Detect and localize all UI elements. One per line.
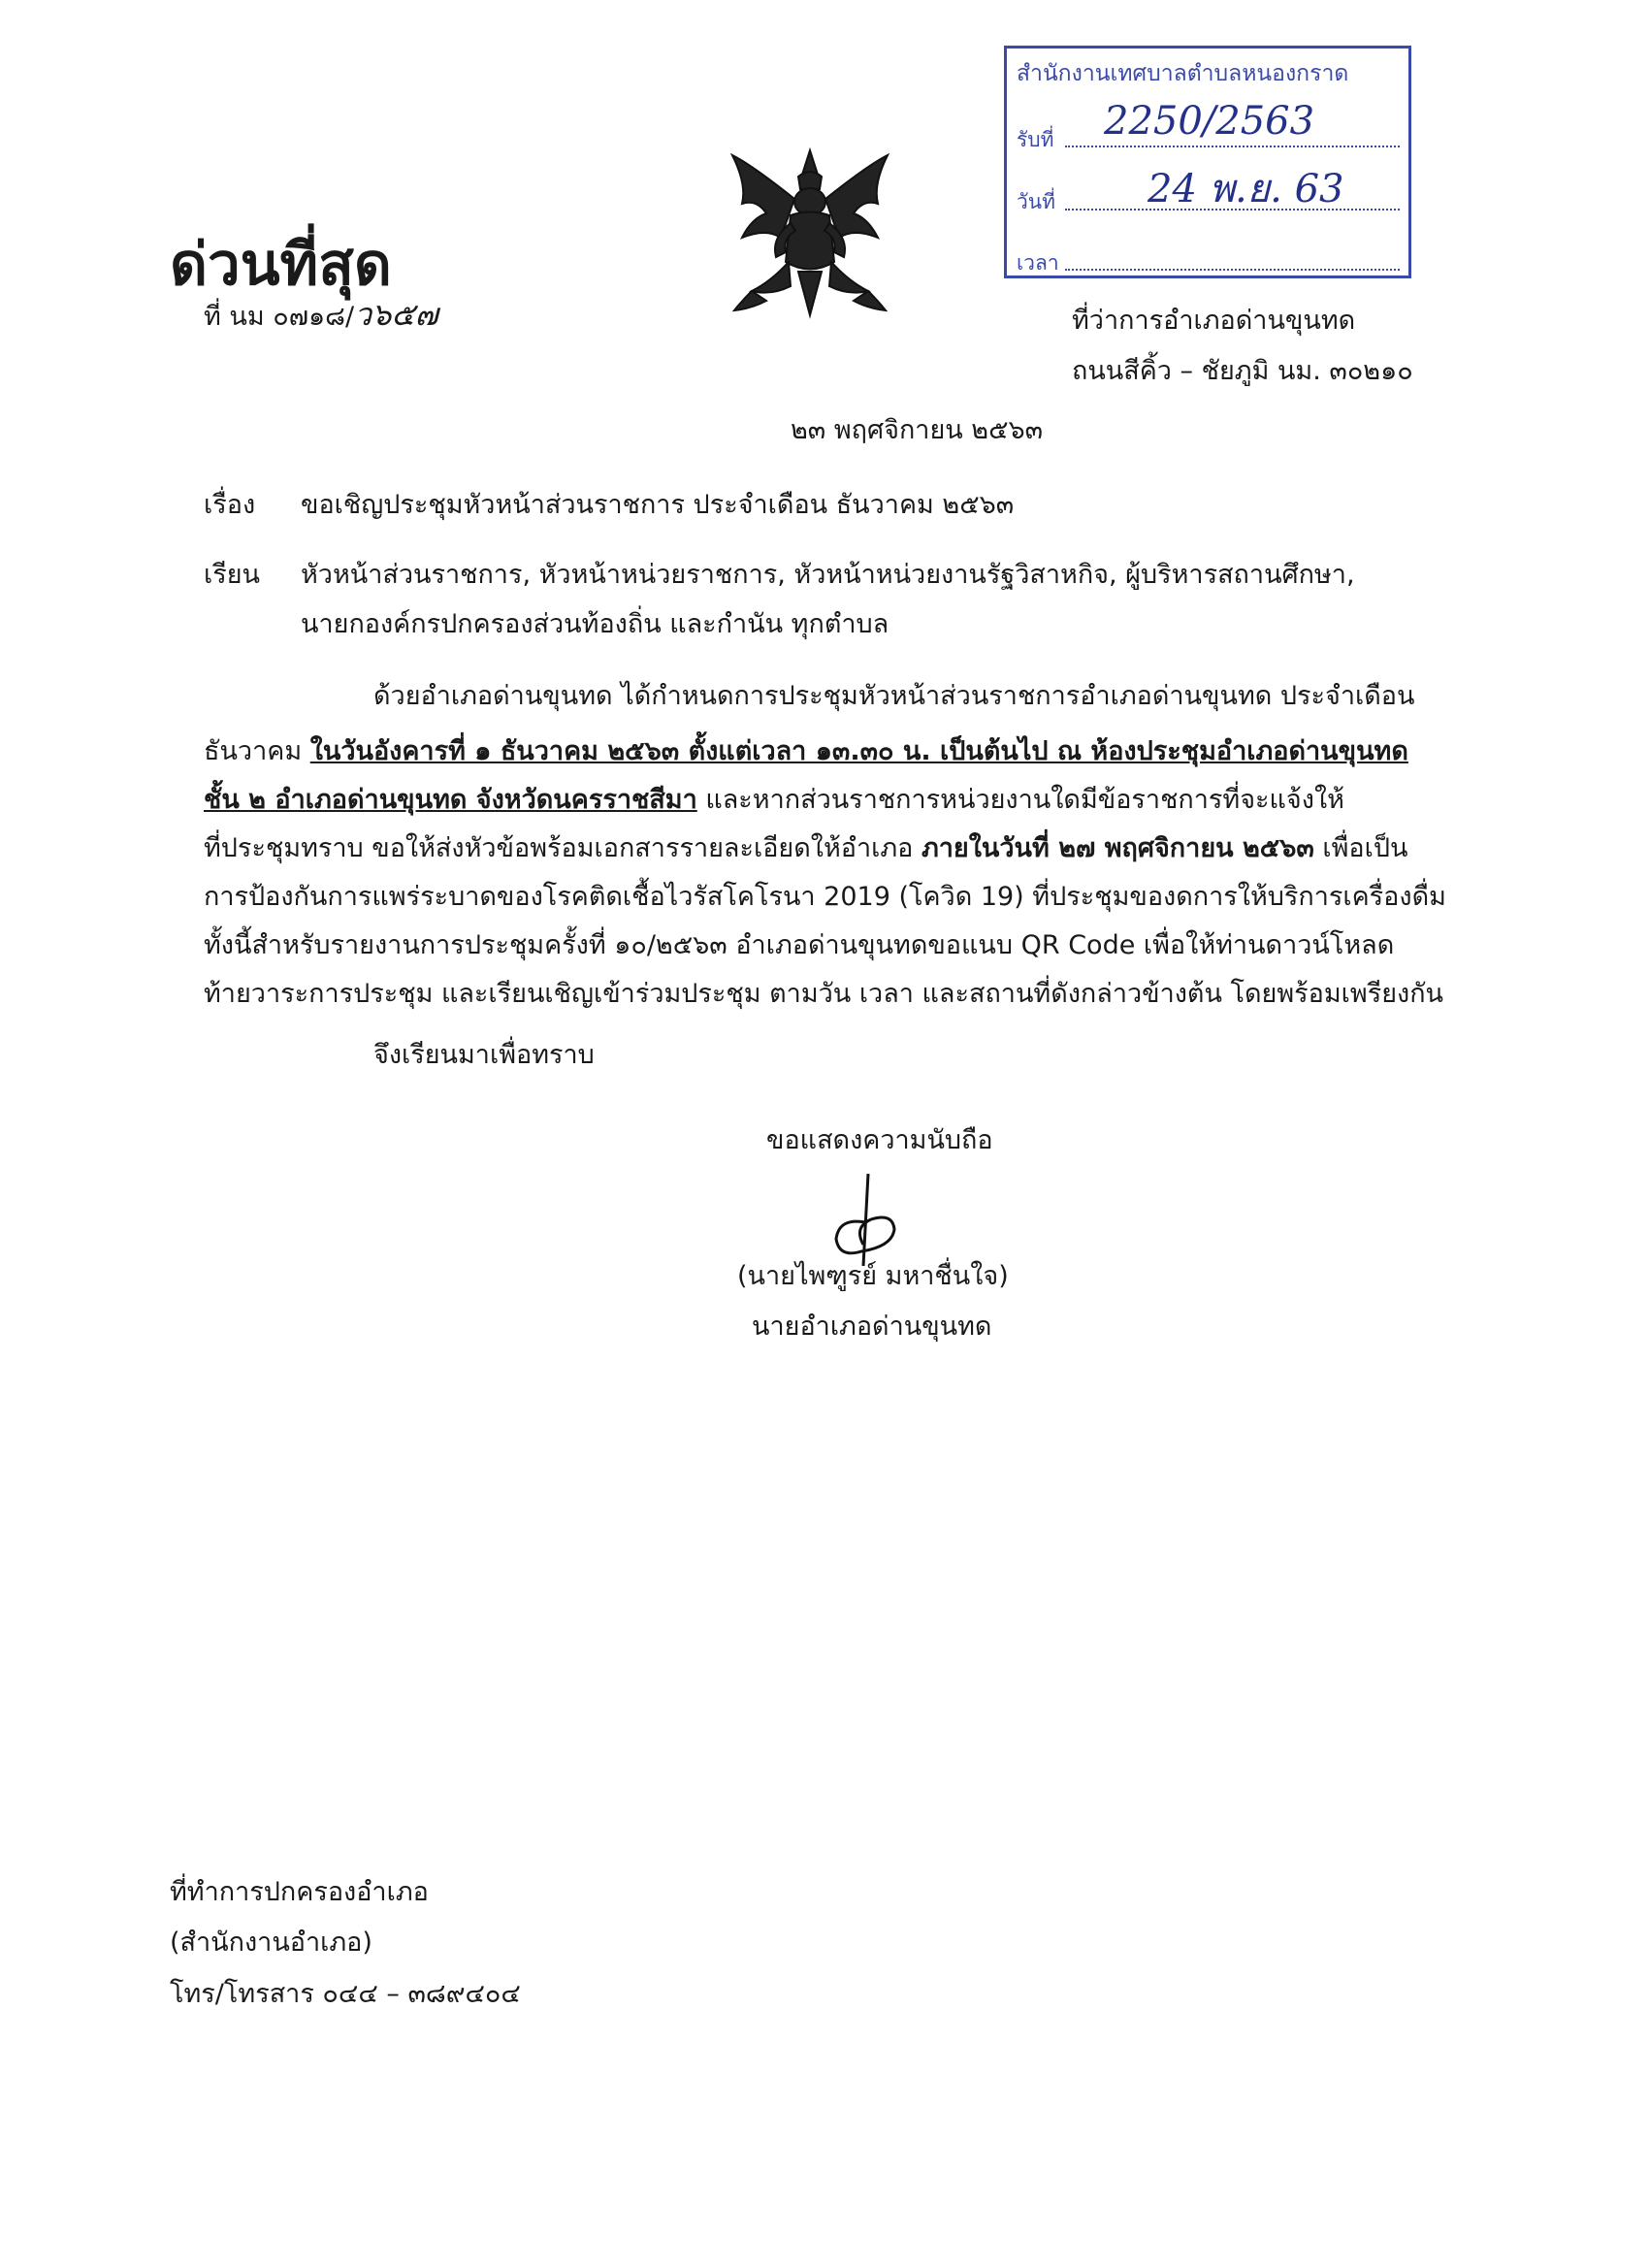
body-line-6: ทั้งนี้สำหรับรายงานการประชุมครั้งที่ ๑๐/๒๕๖๓ อำเภอด่านขุนทดขอแนบ QR Code เพื่อให้ท่านดาวน์โหลด [204, 930, 1395, 960]
stamp-dotted-line [1065, 269, 1400, 271]
urgency-label: ด่วนที่สุด [170, 231, 392, 299]
closing-salutation: ขอแสดงความนับถือ [766, 1125, 993, 1155]
recipient-label: เรียน [204, 560, 261, 590]
signatory-name: (นายไพฑูรย์ มหาชื่นใจ) [737, 1261, 1009, 1291]
document-date: ๒๓ พฤศจิกายน ๒๕๖๓ [791, 415, 1044, 445]
recipient-line-1: หัวหน้าส่วนราชการ, หัวหน้าหน่วยราชการ, หัวหน้าหน่วยงานรัฐวิสาหกิจ, ผู้บริหารสถานศึกษา, [301, 560, 1355, 590]
body-text: และหากส่วนราชการหน่วยงานใดมีข้อราชการที่จะแจ้งให้ [696, 785, 1344, 815]
body-line-1: ด้วยอำเภอด่านขุนทด ได้กำหนดการประชุมหัวหน้าส่วนราชการอำเภอด่านขุนทด ประจำเดือน [373, 681, 1415, 711]
stamp-time-label: เวลา [1017, 251, 1059, 275]
footer-line-1: ที่ทำการปกครองอำเภอ [170, 1877, 429, 1907]
office-line-2: ถนนสีคิ้ว – ชัยภูมิ นม. ๓๐๒๑๐ [1072, 356, 1413, 386]
body-text: เพื่อเป็น [1313, 833, 1408, 863]
submission-deadline: ภายในวันที่ ๒๗ พฤศจิกายน ๒๕๖๓ [921, 833, 1314, 863]
stamp-receive-value: 2250/2563 [1104, 99, 1315, 144]
stamp-organization: สำนักงานเทศบาลตำบลหนองกราด [1017, 61, 1349, 86]
footer-line-2: (สำนักงานอำเภอ) [170, 1928, 372, 1958]
body-text: ที่ประชุมทราบ ขอให้ส่งหัวข้อพร้อมเอกสารรายละเอียดให้อำเภอ [204, 833, 922, 863]
subject-label: เรื่อง [204, 490, 256, 520]
reference-handwritten: ว๖๕๗ [354, 296, 438, 333]
footer-line-3: โทร/โทรสาร ๐๔๔ – ๓๘๙๔๐๔ [170, 1979, 521, 2009]
closing-request: จึงเรียนมาเพื่อทราบ [373, 1040, 595, 1070]
body-line-5: การป้องกันการแพร่ระบาดของโรคติดเชื้อไวรัสโคโรนา 2019 (โควิด 19) ที่ประชุมของดการให้บริการเครื่องดื่ม [204, 882, 1446, 912]
stamp-date-value: 24 พ.ย. 63 [1148, 167, 1344, 211]
signatory-position: นายอำเภอด่านขุนทด [752, 1312, 992, 1342]
office-line-1: ที่ว่าการอำเภอด่านขุนทด [1072, 306, 1356, 336]
body-line-7: ท้ายวาระการประชุม และเรียนเชิญเข้าร่วมประชุม ตามวัน เวลา และสถานที่ดังกล่าวข้างต้น โดยพร้อมเพรียงกัน [204, 979, 1444, 1009]
recipient-line-2: นายกองค์กรปกครองส่วนท้องถิ่น และกำนัน ทุกตำบล [301, 609, 889, 639]
body-line-4 [204, 826, 1455, 868]
received-stamp [1004, 46, 1411, 278]
signature-icon [824, 1169, 912, 1276]
garuda-emblem-icon [713, 146, 907, 330]
stamp-dotted-line [1065, 146, 1400, 147]
stamp-date-label: วันที่ [1017, 190, 1055, 213]
meeting-location: ชั้น ๒ อำเภอด่านขุนทด จังหวัดนครราชสีมา [204, 785, 697, 815]
meeting-datetime-place: ในวันอังคารที่ ๑ ธันวาคม ๒๕๖๓ ตั้งแต่เวลา ๑๓.๓๐ น. เป็นต้นไป ณ ห้องประชุมอำเภอด่านขุนทด [309, 736, 1408, 766]
body-text: ธันวาคม [204, 736, 310, 766]
body-line-3 [204, 778, 1455, 820]
reference-number [204, 296, 438, 333]
subject-text: ขอเชิญประชุมหัวหน้าส่วนราชการ ประจำเดือน ธันวาคม ๒๕๖๓ [301, 490, 1015, 520]
stamp-receive-label: รับที่ [1017, 128, 1054, 151]
body-line-2 [204, 729, 1455, 771]
reference-prefix: ที่ นม ๐๗๑๘/ [204, 302, 355, 332]
